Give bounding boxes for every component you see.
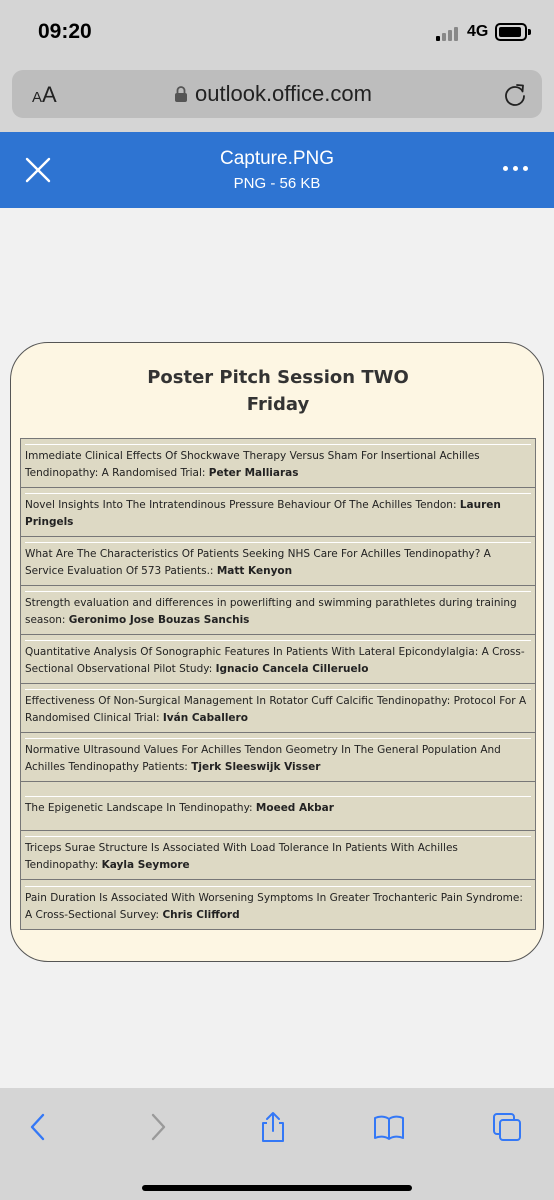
back-icon[interactable] <box>22 1110 56 1144</box>
session-title: The Epigenetic Landscape In Tendinopathy: <box>25 801 256 814</box>
session-author: Lauren Pringels <box>25 499 501 528</box>
status-bar <box>0 0 554 62</box>
browser-toolbar <box>0 62 554 132</box>
session-author: Chris Clifford <box>162 908 240 921</box>
session-title: Pain Duration Is Associated With Worsening Symptoms In Greater Trochanteric Pain Syndrome: A Cross-Sectional Survey: <box>25 891 523 921</box>
status-time: 09:20 <box>38 20 92 43</box>
forward-icon <box>140 1110 174 1144</box>
address-bar[interactable] <box>12 70 542 118</box>
file-name: Capture.PNG <box>219 148 335 169</box>
session-row <box>21 782 535 831</box>
session-title: Novel Insights Into The Intratendinous Pressure Behaviour Of The Achilles Tendon: <box>25 499 460 511</box>
network-label: 4G <box>467 23 489 40</box>
bookmarks-icon[interactable] <box>372 1110 406 1144</box>
poster-title <box>11 364 545 418</box>
file-meta: PNG - 56 KB <box>233 175 321 192</box>
reload-icon[interactable] <box>502 82 528 108</box>
session-row <box>21 439 535 488</box>
session-row <box>21 831 535 880</box>
session-author: Geronimo Jose Bouzas Sanchis <box>68 614 250 626</box>
session-row <box>21 880 535 929</box>
signal-icon <box>436 27 462 41</box>
session-author: Kayla Seymore <box>101 859 190 871</box>
text-size-button[interactable]: AA <box>32 82 57 107</box>
session-row <box>21 586 535 635</box>
browser-bottom-toolbar <box>0 1088 554 1200</box>
url-text[interactable]: outlook.office.com <box>195 81 372 106</box>
session-row <box>21 537 535 586</box>
poster-title-line1: Poster Pitch Session TWO <box>147 367 409 388</box>
session-title: What Are The Characteristics Of Patients Seeking NHS Care For Achilles Tendinopathy? A Service Evaluation Of 573 Patients.: <box>25 548 491 577</box>
session-row <box>21 635 535 684</box>
session-row <box>21 733 535 782</box>
share-icon[interactable] <box>256 1110 290 1144</box>
session-title: Quantitative Analysis Of Sonographic Features In Patients With Lateral Epicondylalgia: A Cross-Sectional Observational Pilot Study: <box>25 646 525 675</box>
attachment-viewer-header <box>0 132 554 208</box>
session-author: Matt Kenyon <box>216 565 293 577</box>
tabs-icon[interactable] <box>490 1110 524 1144</box>
session-title: Triceps Surae Structure Is Associated With Load Tolerance In Patients With Achilles Tendinopathy: <box>25 842 458 871</box>
more-icon[interactable] <box>503 166 529 174</box>
home-indicator <box>142 1185 412 1191</box>
image-preview-area <box>0 208 554 1088</box>
lock-icon <box>174 85 188 103</box>
battery-icon <box>495 23 527 41</box>
session-author: Peter Malliaras <box>208 467 299 479</box>
session-author: Moeed Akbar <box>255 801 334 814</box>
session-author: Iván Caballero <box>162 712 248 724</box>
session-row <box>21 684 535 733</box>
session-row <box>21 488 535 537</box>
session-title: Immediate Clinical Effects Of Shockwave Therapy Versus Sham For Insertional Achilles Tendinopathy: A Randomised Trial: <box>25 450 480 479</box>
session-title: Strength evaluation and differences in powerlifting and swimming parathletes during training season: <box>25 597 517 626</box>
session-author: Ignacio Cancela Cilleruelo <box>215 663 369 675</box>
poster-title-line2: Friday <box>246 394 310 415</box>
session-author: Tjerk Sleeswijk Visser <box>191 761 321 773</box>
session-title: Normative Ultrasound Values For Achilles Tendon Geometry In The General Population And Achilles Tendinopathy Patients: <box>25 744 501 773</box>
session-title: Effectiveness Of Non-Surgical Management In Rotator Cuff Calcific Tendinopathy: Protocol For A Randomised Clinical Trial: <box>25 695 527 724</box>
session-list <box>20 438 536 930</box>
poster-image <box>10 342 544 962</box>
